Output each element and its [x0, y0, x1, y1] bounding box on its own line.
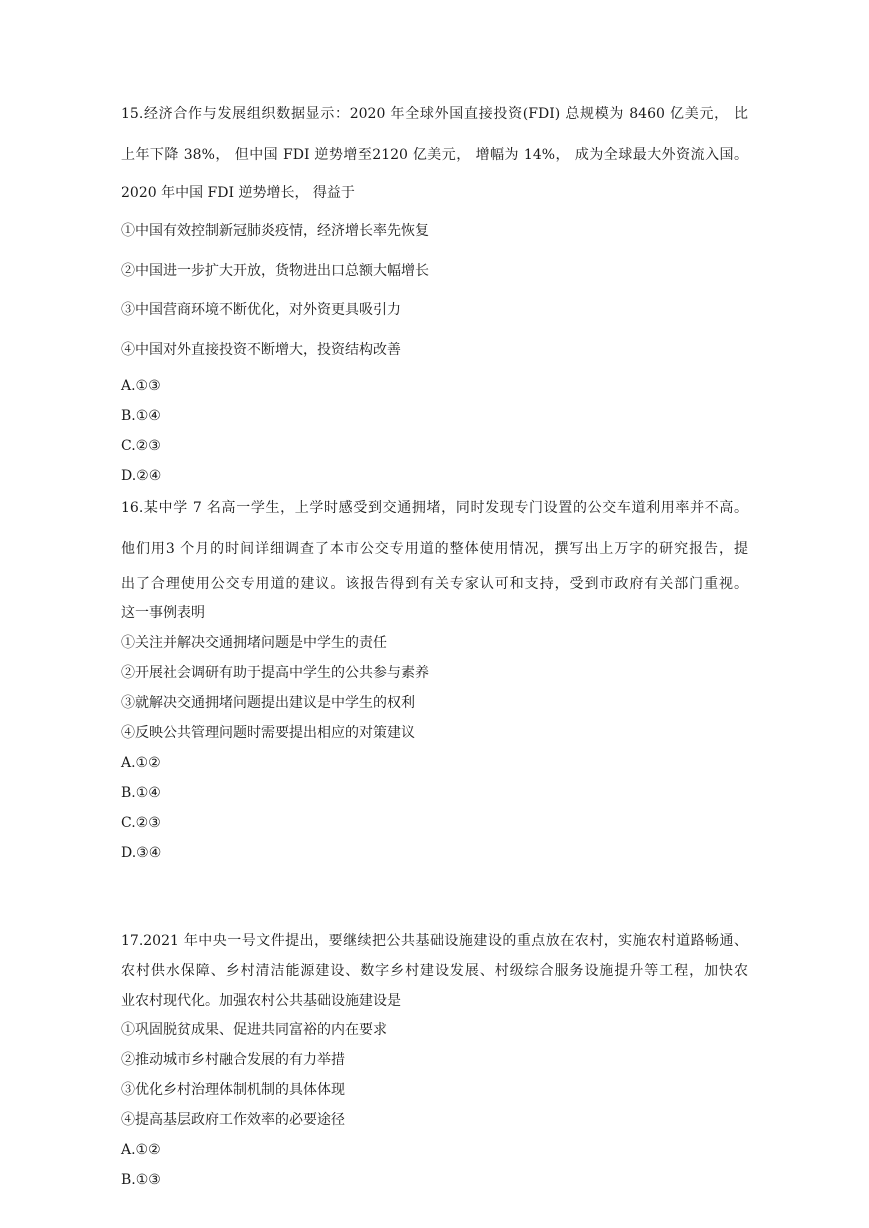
q17-statement-2: ②推动城市乡村融合发展的有力举措	[121, 1052, 345, 1068]
q15-stem-line-3: 2020 年中国 FDI 逆势增长， 得益于	[121, 185, 355, 201]
q16-statement-4: ④反映公共管理问题时需要提出相应的对策建议	[121, 725, 415, 741]
q15-option-c: C.②③	[121, 438, 161, 454]
q17-stem-line-1: 17.2021 年中央一号文件提出，要继续把公共基础设施建设的重点放在农村，实施农村道路畅通、	[121, 933, 748, 949]
q15-option-b: B.①④	[121, 408, 161, 424]
q16-statement-3: ③就解决交通拥堵问题提出建议是中学生的权利	[121, 695, 415, 711]
q15-statement-2: ②中国进一步扩大开放，货物进出口总额大幅增长	[121, 263, 429, 279]
q17-statement-3: ③优化乡村治理体制机制的具体体现	[121, 1082, 345, 1098]
q17-statement-1: ①巩固脱贫成果、促进共同富裕的内在要求	[121, 1022, 387, 1038]
q16-statement-1: ①关注并解决交通拥堵问题是中学生的责任	[121, 635, 387, 651]
q17-option-b: B.①③	[121, 1172, 161, 1188]
q16-option-b: B.①④	[121, 785, 161, 801]
q16-stem-line-2: 他们用3 个月的时间详细调查了本市公交专用道的整体使用情况，撰写出上万字的研究报告，提	[121, 541, 748, 557]
q16-option-a: A.①②	[121, 755, 161, 771]
q15-stem-line-1: 15.经济合作与发展组织数据显示：2020 年全球外国直接投资(FDI) 总规模为 8460 亿美元， 比	[121, 106, 748, 122]
q17-option-a: A.①②	[121, 1142, 161, 1158]
q16-stem-line-3: 出了合理使用公交专用道的建议。该报告得到有关专家认可和支持，受到市政府有关部门重视。	[121, 576, 748, 592]
q17-statement-4: ④提高基层政府工作效率的必要途径	[121, 1112, 345, 1128]
q17-stem-line-2: 农村供水保障、乡村清洁能源建设、数字乡村建设发展、村级综合服务设施提升等工程，加快农	[121, 963, 748, 979]
q16-stem-line-1: 16.某中学 7 名高一学生，上学时感受到交通拥堵，同时发现专门设置的公交车道利用率并不高。	[121, 500, 748, 516]
q16-stem-line-4: 这一事例表明	[121, 605, 205, 621]
q16-statement-2: ②开展社会调研有助于提高中学生的公共参与素养	[121, 665, 429, 681]
q17-stem-line-3: 业农村现代化。加强农村公共基础设施建设是	[121, 993, 401, 1009]
q16-option-d: D.③④	[121, 845, 162, 861]
q15-stem-line-2: 上年下降 38%， 但中国 FDI 逆势增至2120 亿美元， 增幅为 14%， 成为全球最大外资流入国。	[121, 147, 748, 163]
q15-statement-3: ③中国营商环境不断优化，对外资更具吸引力	[121, 302, 401, 318]
q16-option-c: C.②③	[121, 815, 161, 831]
q15-statement-1: ①中国有效控制新冠肺炎疫情，经济增长率先恢复	[121, 223, 429, 239]
q15-option-a: A.①③	[121, 378, 161, 394]
q15-statement-4: ④中国对外直接投资不断增大，投资结构改善	[121, 342, 401, 358]
q15-option-d: D.②④	[121, 468, 162, 484]
